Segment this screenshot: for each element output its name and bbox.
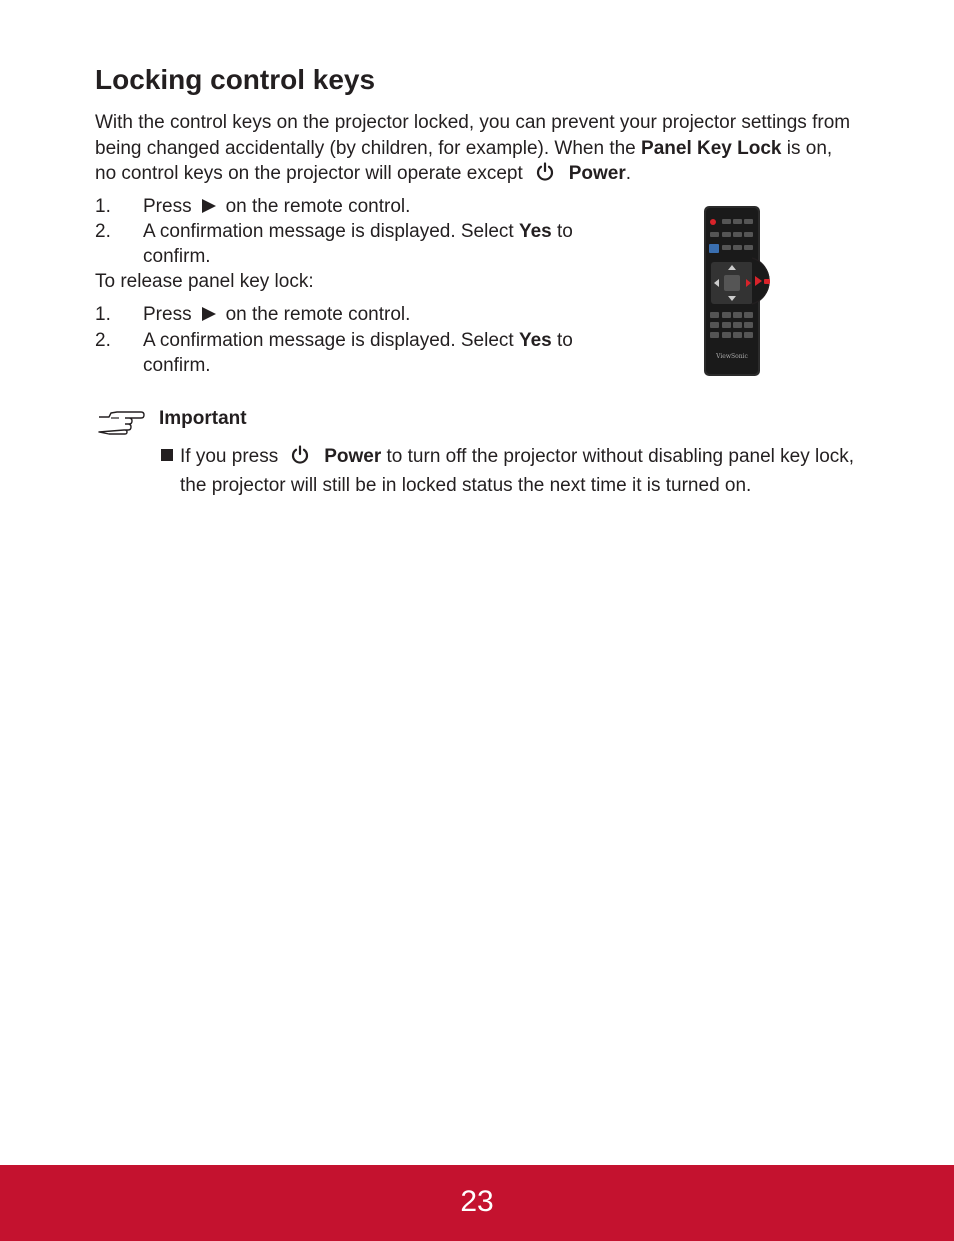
intro-text-1: With the control keys on the projector locked, you can prevent your projector settings from being changed accidentally (by children, for example). When the [95,112,851,159]
bullet-square-icon [161,449,173,461]
note-text-2: to turn off the projector without disabling panel key lock, the projector will still be in locked status the next time it is turned on. [180,446,855,496]
power-label: Power [568,163,626,184]
step-text: A confirmation message is displayed. Select [143,221,519,242]
step-text: Press [143,304,192,325]
step-text: to confirm. [143,330,573,376]
step-number: 1. [95,196,111,217]
power-icon [290,445,310,473]
step-number: 2. [95,330,111,351]
intro-paragraph [95,110,855,190]
note-text-1: If you press [180,446,279,467]
pointing-hand-icon [97,409,145,440]
right-arrow-icon [202,199,216,213]
step-text: on the remote control. [225,196,411,217]
step-text: Press [143,196,192,217]
important-heading: Important [159,408,247,429]
step-text: on the remote control. [225,304,411,325]
step-text: to confirm. [143,221,573,267]
panel-key-lock-label: Panel Key Lock [641,137,782,159]
step-text: A confirmation message is displayed. Select [143,330,519,351]
yes-label: Yes [518,330,552,351]
remote-control-image [700,200,800,385]
important-note [180,444,860,499]
release-heading: To release panel key lock: [95,271,314,292]
power-label: Power [324,446,382,467]
yes-label: Yes [518,221,552,242]
remote-brand-logo: ViewSonic [716,353,748,360]
power-icon [535,162,555,190]
step-number: 1. [95,304,111,325]
page-title: Locking control keys [95,64,376,95]
footer-bar [0,1165,954,1241]
intro-text-2: is on, no control keys on the projector will operate except [95,137,833,184]
step-number: 2. [95,221,111,242]
right-arrow-icon [202,307,216,321]
page-number: 23 [460,1185,494,1218]
intro-text-3: . [625,163,632,184]
